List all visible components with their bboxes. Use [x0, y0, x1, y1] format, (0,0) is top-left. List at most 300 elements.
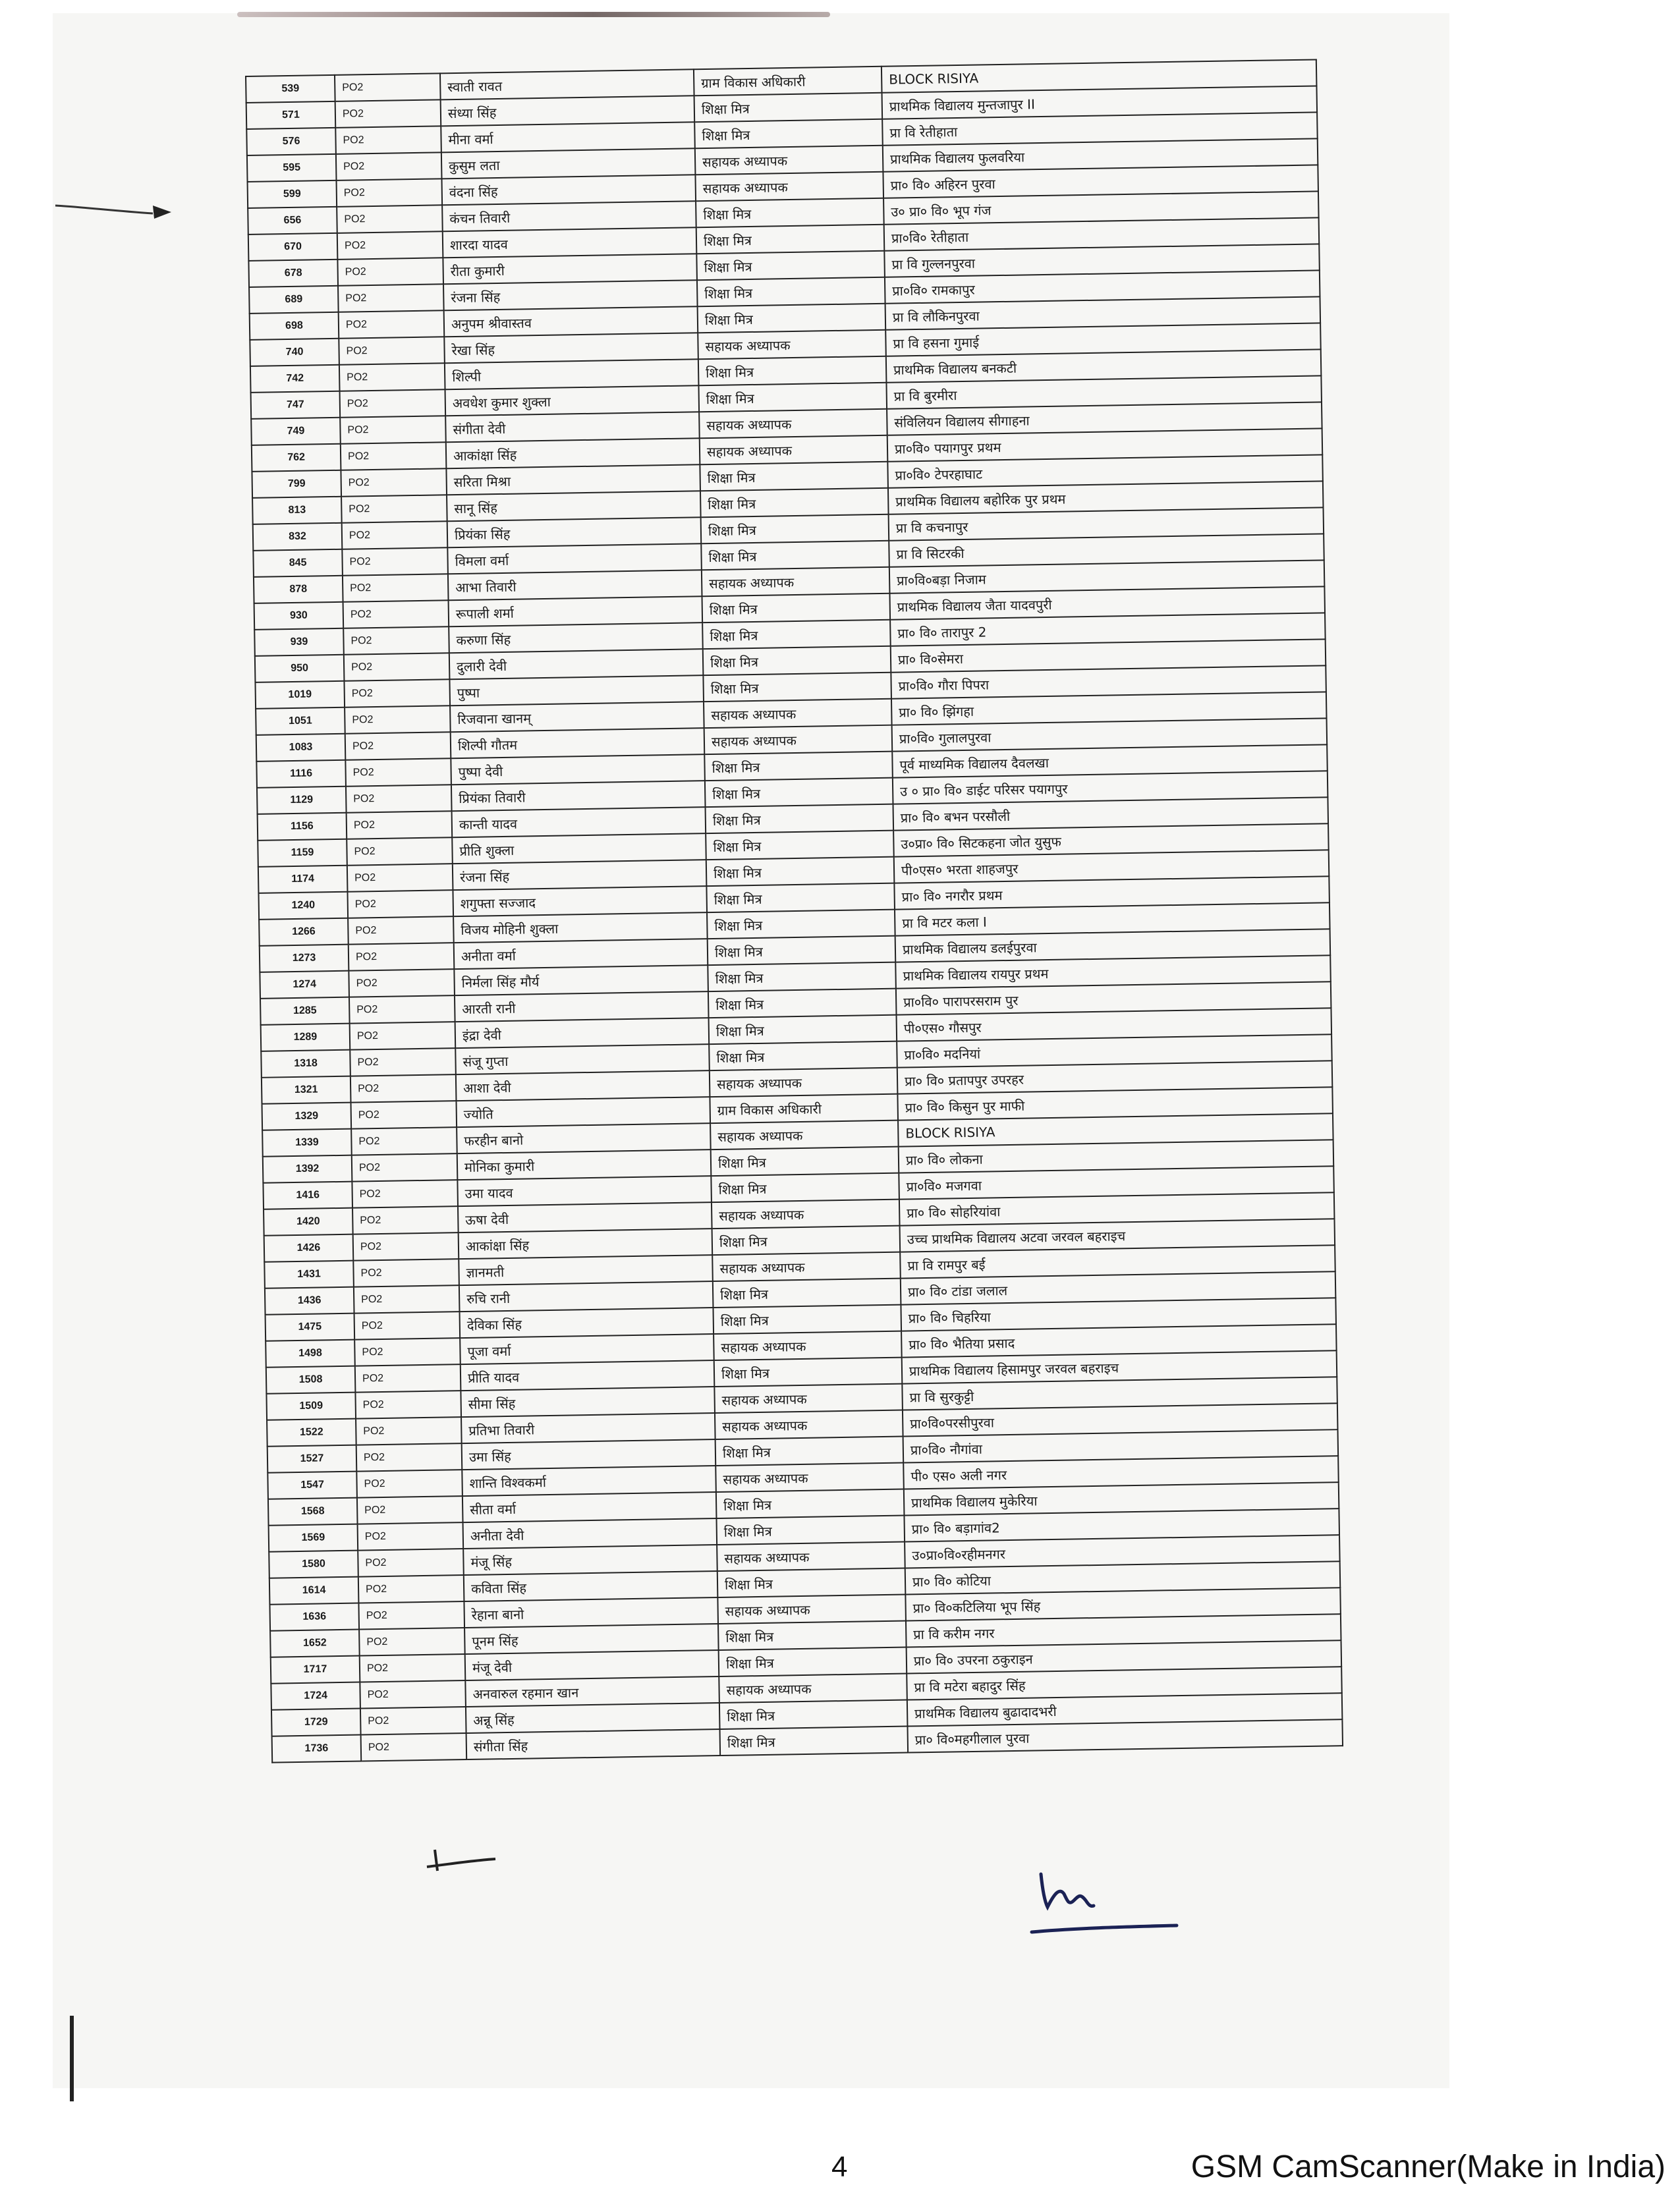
row-school-cell: प्रा० वि०सेमरा	[891, 639, 1326, 672]
row-school-cell: प्रा०वि० गुलालपुरवा	[892, 718, 1328, 751]
row-school-cell: पूर्व माध्यमिक विद्यालय दैवलखा	[892, 744, 1328, 777]
row-id-cell: 539	[246, 75, 335, 103]
row-designation-cell: शिक्षा मित्र	[716, 1489, 905, 1518]
handwritten-signature	[1028, 1854, 1179, 1947]
row-id-cell: 950	[255, 655, 345, 682]
row-school-cell: प्राथमिक विद्यालय हिसामपुर जरवल बहराइच	[902, 1350, 1337, 1383]
row-id-cell: 1392	[263, 1155, 352, 1183]
row-name-cell: रंजना सिंह	[443, 280, 698, 310]
row-name-cell: कुसुम लता	[441, 148, 696, 179]
row-school-cell: उ ० प्रा० वि० डाईट परिसर पयागपुर	[893, 771, 1328, 804]
row-code-cell: PO2	[345, 758, 451, 787]
row-code-cell: PO2	[359, 1628, 465, 1656]
row-code-cell: PO2	[354, 1285, 460, 1314]
row-school-cell: प्रा०वि० पारापरसराम पुर	[896, 982, 1331, 1014]
row-id-cell: 1652	[270, 1630, 360, 1657]
row-id-cell: 670	[248, 233, 338, 261]
row-id-cell: 930	[254, 602, 344, 630]
row-code-cell: PO2	[335, 73, 441, 101]
row-id-cell: 1083	[256, 734, 346, 761]
row-designation-cell: सहायक अध्यापक	[695, 172, 883, 201]
row-code-cell: PO2	[347, 811, 453, 839]
row-designation-cell: शिक्षा मित्र	[694, 119, 883, 148]
row-id-cell: 656	[248, 207, 337, 235]
row-code-cell: PO2	[339, 363, 445, 391]
row-school-cell: प्रा वि मटेरा बहादुर सिंह	[907, 1667, 1342, 1700]
row-designation-cell: शिक्षा मित्र	[709, 1041, 897, 1070]
row-code-cell: PO2	[358, 1601, 464, 1630]
row-code-cell: PO2	[345, 706, 451, 734]
row-school-cell: प्रा० वि० भैतिया प्रसाद	[901, 1324, 1337, 1357]
row-id-cell: 742	[250, 365, 340, 393]
row-id-cell: 1508	[266, 1366, 356, 1394]
row-id-cell: 747	[251, 391, 341, 419]
row-id-cell: 571	[246, 101, 336, 129]
row-name-cell: अनुपम श्रीवास्तव	[444, 306, 698, 337]
row-name-cell: देविका सिंह	[460, 1308, 714, 1338]
row-code-cell: PO2	[357, 1496, 463, 1524]
row-name-cell: अनीता वर्मा	[454, 939, 708, 969]
row-designation-cell: शिक्षा मित्र	[697, 277, 885, 306]
row-school-cell: प्राथमिक विद्यालय बुढादादभरी	[907, 1693, 1343, 1726]
row-code-cell: PO2	[342, 547, 448, 576]
row-code-cell: PO2	[358, 1549, 464, 1577]
row-id-cell: 1129	[257, 787, 347, 814]
row-school-cell: उ०प्रा० वि० सिटकहना जोत युसुफ	[893, 823, 1329, 856]
row-code-cell: PO2	[335, 99, 441, 128]
row-id-cell: 1321	[262, 1076, 351, 1104]
row-designation-cell: शिक्षा मित्र	[714, 1358, 903, 1387]
row-code-cell: PO2	[347, 864, 453, 892]
row-designation-cell: शिक्षा मित्र	[706, 804, 894, 833]
row-name-cell: आभा तिवारी	[448, 570, 702, 600]
row-code-cell: PO2	[356, 1443, 462, 1472]
row-designation-cell: शिक्षा मित्र	[708, 936, 896, 965]
row-name-cell: ऊषा देवी	[458, 1202, 712, 1232]
row-id-cell: 1431	[264, 1261, 354, 1288]
row-code-cell: PO2	[354, 1312, 461, 1340]
row-id-cell: 1729	[271, 1709, 361, 1736]
row-name-cell: प्रियंका तिवारी	[451, 781, 706, 811]
row-designation-cell: शिक्षा मित्र	[702, 620, 891, 649]
row-id-cell: 832	[253, 523, 343, 551]
row-school-cell: प्रा० वि० सोहरियांवा	[899, 1192, 1335, 1225]
row-name-cell: वंदना सिंह	[441, 175, 696, 205]
margin-arrow-mark	[54, 196, 179, 223]
row-designation-cell: ग्राम विकास अधिकारी	[694, 67, 882, 96]
row-designation-cell: सहायक अध्यापक	[714, 1331, 902, 1360]
row-code-cell: PO2	[355, 1364, 461, 1393]
row-school-cell: BLOCK RISIYA	[882, 59, 1317, 92]
row-name-cell: रुचि रानी	[459, 1281, 714, 1312]
row-school-cell: प्रा०वि० नौगांवा	[903, 1429, 1339, 1462]
row-name-cell: पूजा वर्मा	[460, 1334, 714, 1364]
row-designation-cell: शिक्षा मित्र	[708, 962, 896, 991]
row-code-cell: PO2	[353, 1232, 459, 1261]
row-code-cell: PO2	[335, 126, 441, 154]
row-id-cell: 1420	[264, 1208, 353, 1236]
row-school-cell: प्राथमिक विद्यालय मुन्तजापुर II	[882, 86, 1318, 119]
row-id-cell: 698	[250, 312, 339, 340]
row-id-cell: 762	[252, 444, 341, 472]
row-school-cell: प्रा वि गुल्लनपुरवा	[884, 244, 1320, 277]
row-name-cell: शिल्पी गौतम	[451, 728, 705, 758]
row-code-cell: PO2	[339, 310, 445, 339]
row-school-cell: प्रा०वि० मदनियां	[897, 1034, 1332, 1067]
row-school-cell: प्रा वि रेतीहाता	[882, 112, 1318, 145]
row-school-cell: प्राथमिक विद्यालय फुलवरिया	[883, 138, 1318, 171]
row-name-cell: संगीता सिंह	[466, 1729, 721, 1759]
scanner-watermark: GSM CamScanner(Make in India)	[1190, 2149, 1666, 2184]
row-name-cell: स्वाती रावत	[440, 69, 694, 99]
row-name-cell: पुष्पा	[449, 675, 704, 706]
row-id-cell: 1318	[261, 1050, 350, 1078]
row-designation-cell: शिक्षा मित्र	[703, 646, 891, 675]
row-designation-cell: शिक्षा मित्र	[713, 1305, 901, 1334]
row-code-cell: PO2	[341, 495, 447, 523]
row-id-cell: 1436	[265, 1287, 354, 1315]
row-school-cell: प्रा वि सिटरकी	[889, 534, 1324, 567]
row-id-cell: 845	[253, 549, 343, 577]
row-code-cell: PO2	[358, 1575, 464, 1603]
row-id-cell: 1416	[263, 1182, 352, 1209]
row-id-cell: 599	[248, 180, 337, 208]
row-name-cell: रेहाना बानो	[464, 1597, 718, 1628]
row-code-cell: PO2	[343, 626, 449, 655]
row-designation-cell: शिक्षा मित्र	[711, 1147, 899, 1176]
row-id-cell: 1289	[261, 1024, 350, 1051]
row-id-cell: 1051	[256, 707, 345, 735]
row-id-cell: 1274	[260, 971, 349, 999]
row-school-cell: प्रा० वि० लोकना	[899, 1140, 1334, 1173]
row-id-cell: 1498	[266, 1340, 355, 1368]
row-code-cell: PO2	[341, 442, 447, 470]
row-id-cell: 689	[249, 286, 339, 314]
row-name-cell: सीता वर्मा	[462, 1492, 717, 1522]
row-school-cell: प्रा वि सुरकुट्टी	[902, 1377, 1337, 1410]
row-designation-cell: सहायक अध्यापक	[712, 1200, 900, 1229]
scan-edge-line	[70, 2016, 74, 2101]
row-name-cell: निर्मला सिंह मौर्य	[454, 965, 708, 995]
row-designation-cell: सहायक अध्यापक	[698, 330, 886, 359]
row-id-cell: 1580	[269, 1551, 358, 1578]
row-school-cell: प्राथमिक विद्यालय मुकेरिया	[904, 1482, 1339, 1515]
row-name-cell: करुणा सिंह	[449, 623, 703, 653]
row-school-cell: प्रा वि मटर कला I	[895, 902, 1330, 935]
row-id-cell: 1329	[262, 1103, 352, 1130]
row-code-cell: PO2	[350, 1022, 456, 1050]
row-name-cell: कान्ती यादव	[452, 807, 706, 837]
row-designation-cell: सहायक अध्यापक	[710, 1121, 899, 1149]
row-name-cell: प्रीति शुक्ला	[452, 833, 706, 864]
row-id-cell: 1568	[268, 1498, 358, 1526]
row-name-cell: इंद्रा देवी	[455, 1018, 710, 1048]
row-school-cell: प्रा० वि०कटिलिया भूप सिंह	[905, 1588, 1341, 1620]
row-school-cell: प्रा वि बुरमीरा	[886, 375, 1322, 408]
row-name-cell: उमा यादव	[457, 1176, 712, 1206]
row-code-cell: PO2	[339, 337, 445, 365]
row-designation-cell: शिक्षा मित्र	[706, 883, 895, 912]
row-id-cell: 1569	[269, 1524, 358, 1552]
row-school-cell: प्राथमिक विद्यालय बहोरिक पुर प्रथम	[888, 481, 1324, 514]
row-id-cell: 1522	[267, 1419, 356, 1447]
row-designation-cell: सहायक अध्यापक	[699, 409, 887, 438]
row-school-cell: प्रा वि लौकिनपुरवा	[885, 296, 1321, 329]
row-name-cell: सरिता मिश्रा	[446, 464, 700, 495]
row-designation-cell: शिक्षा मित्र	[716, 1516, 905, 1545]
row-id-cell: 1285	[260, 997, 350, 1025]
row-id-cell: 1547	[267, 1472, 357, 1499]
row-designation-cell: शिक्षा मित्र	[696, 251, 885, 280]
row-name-cell: अन्नू सिंह	[466, 1703, 720, 1733]
page-number: 4	[831, 2151, 848, 2183]
row-name-cell: उमा सिंह	[462, 1439, 716, 1470]
row-school-cell: प्रा० वि० झिंगहा	[891, 692, 1327, 725]
row-code-cell: PO2	[347, 890, 453, 918]
row-name-cell: सानू सिंह	[447, 491, 701, 521]
row-code-cell: PO2	[337, 205, 443, 233]
row-name-cell: ज्योति	[456, 1097, 710, 1127]
row-id-cell: 799	[252, 470, 341, 498]
row-designation-cell: शिक्षा मित्र	[712, 1226, 901, 1255]
row-name-cell: रेखा सिंह	[444, 333, 698, 363]
row-code-cell: PO2	[351, 1127, 457, 1155]
row-code-cell: PO2	[344, 679, 450, 707]
row-designation-cell: सहायक अध्यापक	[717, 1595, 906, 1624]
row-code-cell: PO2	[337, 258, 443, 286]
row-code-cell: PO2	[356, 1417, 462, 1445]
row-designation-cell: शिक्षा मित्र	[701, 514, 889, 543]
row-designation-cell: शिक्षा मित्र	[702, 594, 890, 623]
row-school-cell: उ०प्रा०वि०रहीमनगर	[905, 1535, 1340, 1568]
row-name-cell: फरहीन बानो	[457, 1123, 711, 1153]
row-name-cell: विमला वर्मा	[447, 543, 702, 574]
row-code-cell: PO2	[353, 1259, 459, 1287]
row-code-cell: PO2	[337, 231, 443, 260]
row-name-cell: मीना वर्मा	[441, 122, 695, 152]
row-designation-cell: शिक्षा मित्र	[718, 1621, 907, 1650]
row-designation-cell: शिक्षा मित्र	[706, 831, 894, 860]
row-code-cell: PO2	[350, 1074, 457, 1103]
row-name-cell: शिल्पी	[445, 359, 699, 389]
row-id-cell: 1636	[269, 1603, 359, 1631]
row-id-cell: 1156	[258, 813, 347, 841]
row-designation-cell: शिक्षा मित्र	[701, 541, 889, 570]
row-code-cell: PO2	[347, 837, 453, 866]
row-school-cell: पी० एस० अली नगर	[903, 1456, 1339, 1489]
row-name-cell: संध्या सिंह	[441, 96, 695, 126]
row-designation-cell: शिक्षा मित्र	[707, 910, 895, 939]
row-code-cell: PO2	[346, 785, 452, 813]
row-code-cell: PO2	[341, 468, 447, 497]
row-name-cell: आकांक्षा सिंह	[459, 1229, 713, 1259]
row-name-cell: रिजवाना खानम्	[450, 702, 704, 732]
row-school-cell: प्रा० वि० तारापुर 2	[890, 613, 1326, 646]
row-school-cell: पी०एस० गौसपुर	[897, 1008, 1332, 1041]
row-school-cell: प्रा० वि० प्रतापपुर उपरहर	[897, 1061, 1333, 1094]
row-school-cell: प्रा वि रामपुर बर्ई	[900, 1245, 1335, 1278]
row-name-cell: पुष्पा देवी	[451, 754, 705, 785]
row-school-cell: प्रा० वि० अहिरन पुरवा	[883, 165, 1318, 198]
row-code-cell: PO2	[351, 1101, 457, 1129]
row-school-cell: पी०एस० भरता शाहजपुर	[894, 850, 1330, 883]
row-code-cell: PO2	[349, 969, 455, 997]
row-name-cell: रंजना सिंह	[453, 860, 707, 890]
row-school-cell: प्रा०वि० गौरा पिपरा	[891, 665, 1326, 698]
row-id-cell: 1266	[259, 918, 349, 946]
row-code-cell: PO2	[352, 1206, 459, 1234]
data-table-sheet	[245, 59, 1343, 1854]
row-designation-cell: शिक्षा मित्र	[703, 673, 891, 702]
row-name-cell: शान्ति विश्वकर्मा	[462, 1466, 716, 1496]
row-designation-cell: शिक्षा मित्र	[709, 1015, 897, 1044]
row-designation-cell: सहायक अध्यापक	[695, 146, 883, 175]
row-designation-cell: शिक्षा मित्र	[720, 1727, 909, 1756]
row-designation-cell: शिक्षा मित्र	[713, 1279, 901, 1308]
row-name-cell: मोनिका कुमारी	[457, 1149, 712, 1180]
row-id-cell: 939	[254, 628, 344, 656]
row-school-cell: प्रा०वि०बड़ा निजाम	[889, 560, 1325, 593]
row-code-cell: PO2	[349, 995, 455, 1024]
row-designation-cell: शिक्षा मित्र	[717, 1568, 906, 1597]
row-name-cell: प्रतिभा तिवारी	[461, 1413, 715, 1443]
row-school-cell: प्रा० वि० नगरौर प्रथम	[894, 876, 1330, 909]
row-designation-cell: सहायक अध्यापक	[712, 1252, 901, 1281]
row-code-cell: PO2	[340, 389, 446, 418]
row-name-cell: आशा देवी	[456, 1070, 710, 1101]
row-school-cell: प्रा० वि० उपरना ठकुराइन	[907, 1640, 1342, 1673]
row-school-cell: प्रा० वि०महगीलाल पुरवा	[907, 1719, 1343, 1752]
torn-top-edge	[237, 12, 830, 17]
row-designation-cell: सहायक अध्यापक	[700, 435, 888, 464]
row-name-cell: शगुफ्ता सज्जाद	[453, 886, 707, 916]
row-id-cell: 1527	[267, 1445, 357, 1473]
row-code-cell: PO2	[343, 574, 449, 602]
row-designation-cell: सहायक अध्यापक	[719, 1674, 907, 1703]
row-designation-cell: शिक्षा मित्र	[715, 1437, 904, 1466]
row-designation-cell: सहायक अध्यापक	[715, 1463, 904, 1492]
row-id-cell: 1339	[262, 1129, 352, 1157]
row-code-cell: PO2	[343, 600, 449, 628]
row-school-cell: प्रा वि हसना गुमाई	[885, 323, 1321, 356]
row-code-cell: PO2	[336, 152, 442, 180]
row-designation-cell: शिक्षा मित्र	[719, 1700, 908, 1729]
row-code-cell: PO2	[352, 1153, 458, 1182]
row-name-cell: ज्ञानमती	[459, 1255, 713, 1285]
row-name-cell: कविता सिंह	[464, 1571, 718, 1601]
row-code-cell: PO2	[360, 1707, 466, 1735]
row-designation-cell: शिक्षा मित्र	[698, 304, 886, 333]
row-name-cell: मंजू सिंह	[463, 1545, 717, 1575]
row-id-cell: 878	[254, 576, 343, 603]
row-designation-cell: ग्राम विकास अधिकारी	[710, 1094, 898, 1123]
row-id-cell: 576	[246, 128, 336, 155]
row-designation-cell: शिक्षा मित्र	[708, 989, 897, 1018]
row-name-cell: अनीता देवी	[463, 1518, 717, 1549]
row-designation-cell: सहायक अध्यापक	[715, 1410, 903, 1439]
row-designation-cell: सहायक अध्यापक	[710, 1068, 898, 1097]
row-id-cell: 1273	[260, 945, 349, 972]
row-code-cell: PO2	[355, 1391, 461, 1419]
row-designation-cell: शिक्षा मित्र	[696, 198, 884, 227]
row-id-cell: 1736	[272, 1735, 362, 1763]
row-id-cell: 1724	[271, 1682, 360, 1710]
row-school-cell: उच्च प्राथमिक विद्यालय अटवा जरवल बहराइच	[900, 1219, 1335, 1252]
row-school-cell: प्राथमिक विद्यालय बनकटी	[886, 349, 1322, 382]
row-designation-cell: शिक्षा मित्र	[698, 383, 887, 412]
row-name-cell: शारदा यादव	[443, 227, 697, 258]
row-designation-cell: शिक्षा मित्र	[696, 225, 885, 254]
row-designation-cell: शिक्षा मित्र	[698, 356, 887, 385]
row-id-cell: 813	[252, 497, 342, 524]
row-designation-cell: शिक्षा मित्र	[704, 752, 893, 781]
row-code-cell: PO2	[342, 521, 448, 549]
row-school-cell: BLOCK RISIYA	[898, 1113, 1333, 1146]
row-school-cell: प्राथमिक विद्यालय डलईपुरवा	[895, 929, 1331, 962]
row-id-cell: 749	[251, 418, 341, 445]
row-code-cell: PO2	[340, 416, 446, 444]
row-school-cell: संविलियन विद्यालय सीगाहना	[887, 402, 1322, 435]
row-designation-cell: सहायक अध्यापक	[702, 567, 890, 596]
row-school-cell: प्रा०वि० रामकापुर	[885, 270, 1320, 303]
row-code-cell: PO2	[338, 284, 444, 312]
row-id-cell: 1019	[255, 681, 345, 709]
row-name-cell: अवधेश कुमार शुक्ला	[445, 385, 700, 416]
row-designation-cell: शिक्षा मित्र	[711, 1173, 899, 1202]
row-school-cell: प्रा० वि० किसुन पुर माफी	[897, 1087, 1333, 1120]
row-code-cell: PO2	[358, 1522, 464, 1551]
row-name-cell: पूनम सिंह	[464, 1624, 719, 1654]
row-designation-cell: शिक्षा मित्र	[700, 488, 889, 517]
row-school-cell: प्रा० वि० बभन परसौली	[893, 797, 1328, 830]
row-code-cell: PO2	[348, 916, 454, 945]
row-designation-cell: शिक्षा मित्र	[700, 462, 888, 491]
row-name-cell: रीता कुमारी	[443, 254, 697, 284]
row-name-cell: आरती रानी	[455, 991, 709, 1022]
records-table	[245, 59, 1343, 1763]
row-school-cell: प्रा वि करीम नगर	[906, 1614, 1341, 1647]
row-school-cell: प्रा०वि० टेपरहाघाट	[887, 455, 1323, 487]
row-code-cell: PO2	[354, 1338, 461, 1366]
row-id-cell: 678	[248, 260, 338, 287]
records-table-body	[246, 59, 1343, 1762]
row-designation-cell: शिक्षा मित्र	[694, 93, 883, 122]
row-school-cell: प्रा० वि० टांडा जलाल	[901, 1271, 1336, 1304]
row-name-cell: आकांक्षा सिंह	[446, 438, 700, 468]
row-school-cell: प्राथमिक विद्यालय जैता यादवपुरी	[889, 586, 1325, 619]
row-id-cell: 1240	[258, 892, 348, 920]
row-id-cell: 1174	[258, 866, 348, 893]
row-designation-cell: सहायक अध्यापक	[704, 699, 892, 728]
row-school-cell: प्रा० वि० कोटिया	[905, 1561, 1341, 1594]
row-name-cell: रूपाली शर्मा	[449, 596, 703, 626]
row-id-cell: 1509	[266, 1393, 356, 1420]
row-school-cell: प्रा० वि० चिहरिया	[901, 1298, 1336, 1331]
row-designation-cell: सहायक अध्यापक	[704, 725, 893, 754]
row-id-cell: 595	[247, 154, 337, 182]
row-name-cell: कंचन तिवारी	[442, 201, 696, 231]
row-name-cell: संगीता देवी	[445, 412, 700, 442]
row-school-cell: प्रा०वि० पयागपुर प्रथम	[887, 428, 1323, 461]
row-name-cell: दुलारी देवी	[449, 649, 704, 679]
row-school-cell: प्राथमिक विद्यालय रायपुर प्रथम	[895, 955, 1331, 988]
row-code-cell: PO2	[344, 653, 450, 681]
row-school-cell: प्रा०वि०परसीपुरवा	[903, 1403, 1338, 1436]
row-id-cell: 1475	[266, 1314, 355, 1341]
row-name-cell: विजय मोहिनी शुक्ला	[453, 912, 708, 943]
row-code-cell: PO2	[352, 1180, 458, 1208]
row-designation-cell: शिक्षा मित्र	[705, 778, 893, 807]
